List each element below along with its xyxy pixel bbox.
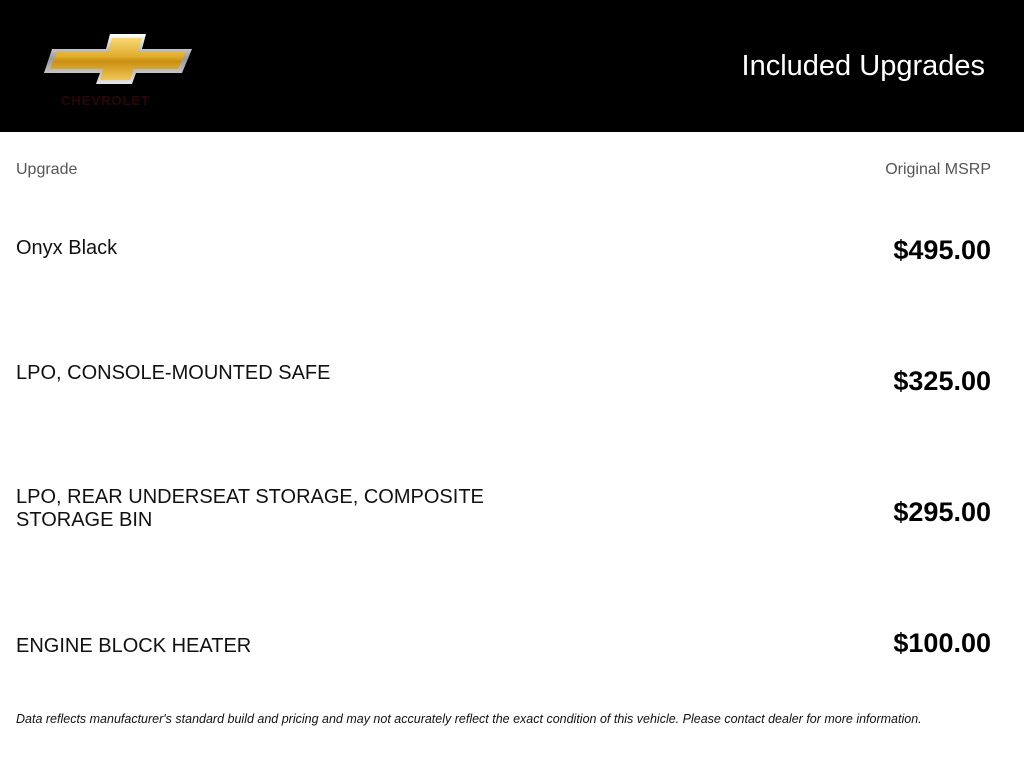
upgrade-price: $495.00 [893,235,991,265]
header-bar [0,0,1024,132]
upgrade-name: LPO, REAR UNDERSEAT STORAGE, COMPOSITE STORAGE BIN [16,486,484,531]
page-title: Included Upgrades [741,50,985,82]
chevrolet-wordmark: CHEVROLET [61,94,151,108]
disclaimer-footnote: Data reflects manufacturer's standard build and pricing and may not accurately reflect the exact condition of this vehicle. Please contact dealer for more information. [16,712,922,726]
upgrade-name: LPO, CONSOLE-MOUNTED SAFE [16,362,331,384]
upgrade-column-header: Upgrade [16,161,78,178]
upgrade-price: $100.00 [893,628,991,658]
upgrade-price: $325.00 [893,366,991,396]
upgrade-name: ENGINE BLOCK HEATER [16,635,252,657]
upgrade-name: Onyx Black [16,237,118,259]
upgrade-price: $295.00 [893,497,991,527]
msrp-column-header: Original MSRP [885,161,991,178]
